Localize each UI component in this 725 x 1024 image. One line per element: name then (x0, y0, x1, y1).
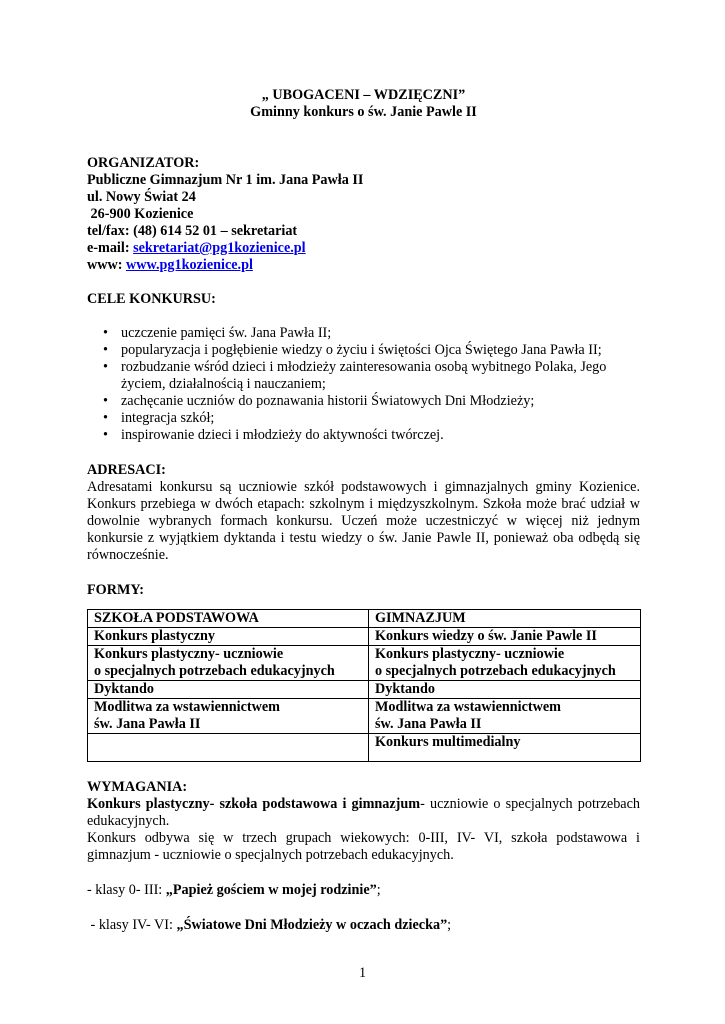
bullet-icon: • (103, 427, 108, 443)
document-title: „ UBOGACENI – WDZIĘCZNI” (261, 87, 466, 103)
list-item: • uczczenie pamięci św. Jana Pawła II; (103, 325, 332, 341)
table-row (88, 681, 641, 699)
list-item: • zachęcanie uczniów do poznawania historii Światowych Dni Młodzieży; (103, 393, 535, 409)
requirements-heading: WYMAGANIA: (87, 779, 188, 795)
addressees-heading: ADRESACI: (87, 462, 166, 478)
email-label: e-mail: (87, 240, 134, 256)
table-cell: Modlitwa za wstawiennictwem św. Jana Pawła II (369, 699, 641, 734)
organizer-section (87, 155, 640, 274)
bullet-icon: • (103, 342, 108, 358)
table-header-cell: GIMNAZJUM (369, 610, 641, 628)
table-cell (88, 734, 369, 762)
bullet-icon: • (103, 325, 108, 341)
table-cell: Konkurs wiedzy o św. Janie Pawle II (369, 628, 641, 646)
forms-heading: FORMY: (87, 582, 145, 598)
table-cell: Konkurs plastyczny- uczniowie o specjalnych potrzebach edukacyjnych (369, 646, 641, 681)
document-page (87, 80, 640, 934)
list-item: • popularyzacja i pogłębienie wiedzy o życiu i świętości Ojca Świętego Jana Pawła II; (103, 342, 602, 358)
table-cell: Konkurs multimedialny (369, 734, 641, 762)
addressees-text: Adresatami konkursu są uczniowie szkół podstawowych i gimnazjalnych gminy Kozienice. Konkurs przebiega w dwóch etapach: szkolnym i międzyszkolnym. Szkoła może brać udział w dowolnie wybranych formach konkursu. Uczeń może uczestniczyć w więcej niż jednym konkursie z wyjątkiem dyktanda i testu wiedzy o św. Janie Pawle II, ponieważ oba odbędą się równocześnie. (87, 479, 640, 563)
table-row (88, 646, 641, 681)
table-cell: Konkurs plastyczny (88, 628, 369, 646)
requirements-age-group-2: - klasy IV- VI: „Światowe Dni Młodzieży w oczach dziecka”; (87, 917, 452, 933)
table-cell: Modlitwa za wstawiennictwem św. Jana Pawła II (88, 699, 369, 734)
organizer-www-line (87, 257, 640, 274)
table-cell: Konkurs plastyczny- uczniowie o specjalnych potrzebach edukacyjnych (88, 646, 369, 681)
table-header-cell: SZKOŁA PODSTAWOWA (88, 610, 369, 628)
table-row (88, 734, 641, 762)
bullet-icon: • (103, 393, 108, 409)
goals-list (87, 325, 640, 444)
email-link[interactable]: sekretariat@pg1kozienice.pl (133, 240, 306, 256)
www-label: www: (87, 257, 127, 273)
table-cell: Dyktando (88, 681, 369, 699)
table-row (88, 628, 641, 646)
organizer-email-line (87, 240, 640, 257)
list-item: • integracja szkół; (103, 410, 215, 426)
organizer-phone: tel/fax: (48) 614 52 01 – sekretariat (87, 223, 298, 239)
forms-table (87, 609, 641, 762)
bullet-icon: • (103, 410, 108, 426)
www-link[interactable]: www.pg1kozienice.pl (126, 257, 253, 273)
organizer-name: Publiczne Gimnazjum Nr 1 im. Jana Pawła II (87, 172, 364, 188)
goals-heading: CELE KONKURSU: (87, 291, 216, 307)
table-row (88, 699, 641, 734)
list-item: • inspirowanie dzieci i młodzieży do aktywności twórczej. (103, 427, 444, 443)
organizer-city: 26-900 Kozienice (87, 206, 194, 222)
document-subtitle: Gminny konkurs o św. Janie Pawle II (250, 104, 477, 120)
table-cell: Dyktando (369, 681, 641, 699)
table-header-row (88, 610, 641, 628)
requirements-age-group-1: - klasy 0- III: „Papież gościem w mojej rodzinie”; (87, 882, 381, 898)
organizer-street: ul. Nowy Świat 24 (87, 189, 196, 205)
bullet-icon: • (103, 359, 108, 375)
list-item: • rozbudzanie wśród dzieci i młodzieży zainteresowania osobą wybitnego Polaka, Jego życiem, działalnością i nauczaniem; (103, 359, 607, 392)
requirements-paragraph-1: Konkurs plastyczny- szkoła podstawowa i gimnazjum- uczniowie o specjalnych potrzebach edukacyjnych. (87, 796, 640, 829)
organizer-heading: ORGANIZATOR: (87, 155, 200, 171)
requirements-paragraph-2: Konkurs odbywa się w trzech grupach wiekowych: 0-III, IV- VI, szkoła podstawowa i gimnazjum - uczniowie o specjalnych potrzebach edukacyjnych. (87, 830, 640, 863)
page-number: 1 (358, 965, 367, 981)
